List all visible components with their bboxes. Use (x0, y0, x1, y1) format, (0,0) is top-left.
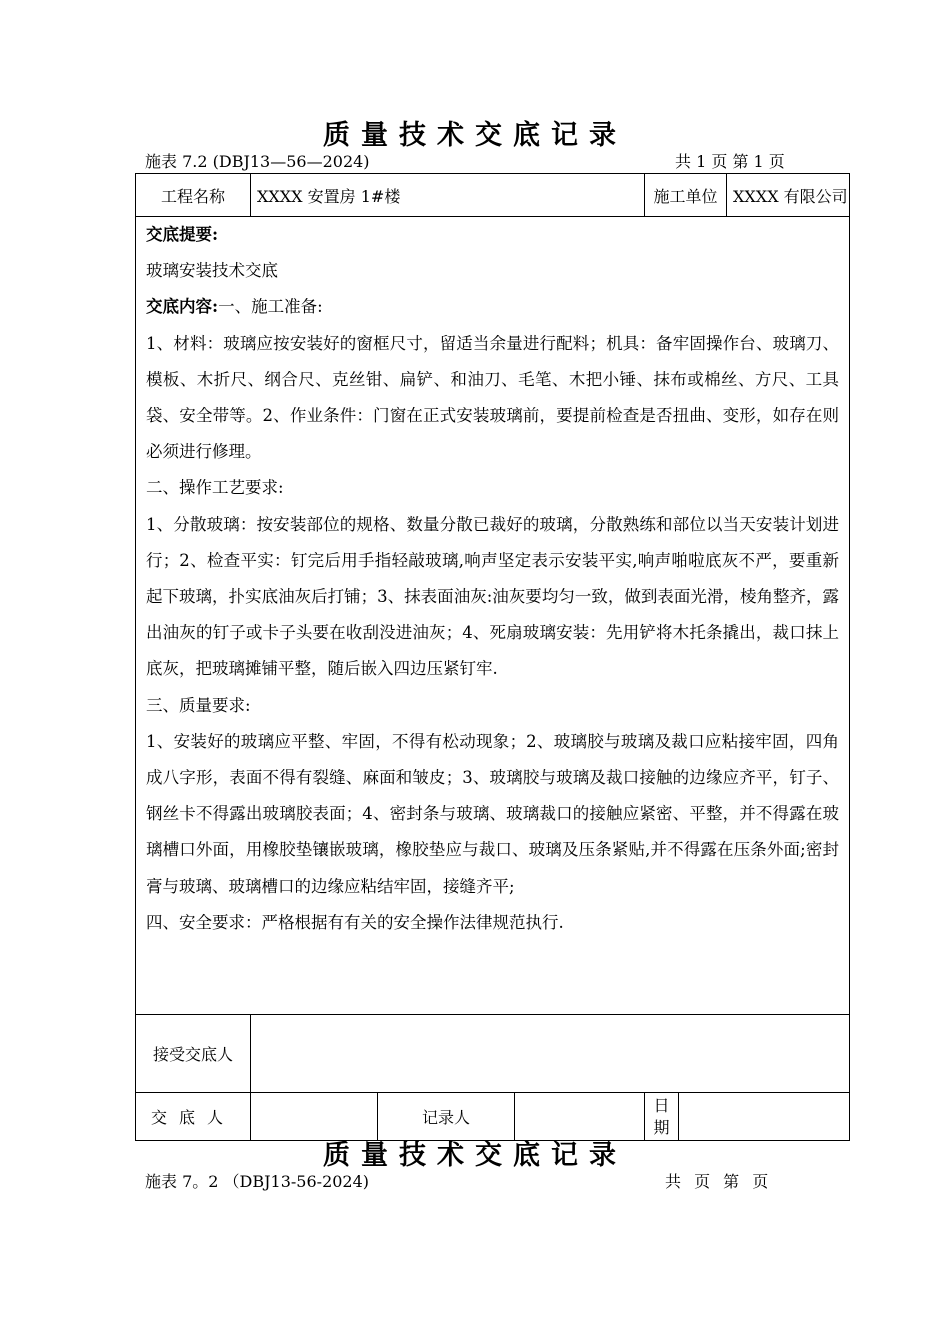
project-row (136, 174, 850, 217)
project-name-value[interactable]: XXXX 安置房 1#楼 (251, 174, 645, 217)
receiver-value[interactable] (251, 1015, 850, 1093)
content-label: 交底内容: (146, 297, 219, 317)
presenter-label: 交底人 (136, 1093, 251, 1141)
summary-text: 玻璃安装技术交底 (146, 261, 278, 281)
presenter-value[interactable] (251, 1093, 378, 1141)
disclosure-content-cell[interactable] (136, 217, 850, 1015)
summary-label: 交底提要: (146, 225, 219, 244)
recorder-label: 记录人 (378, 1093, 515, 1141)
footer-form-code: 施表 7。2 （DBJ13-56-2024) (145, 1172, 370, 1191)
section-2-title: 二、操作工艺要求: (146, 478, 284, 498)
section-4-text: 四、安全要求：严格根据有有关的安全操作法律规范执行. (146, 912, 564, 932)
footer-page-info: 共 页 第 页 (665, 1172, 769, 1191)
presenter-row (136, 1093, 850, 1141)
section-2-text: 1、分散玻璃：按安装部位的规格、数量分散已裁好的玻璃，分散熟练和部位以当天安装计划进行；2、检查平实：钉完后用手指轻敲玻璃,响声坚定表示安装平实,响声啪啦底灰不严，要重新起下玻璃，扑实底油灰后打铺；3、抹表面油灰:油灰要均匀一致，做到表面光滑，棱角整齐，露出油灰的钉子或卡子头要在收刮没进油灰；4、死扇玻璃安装：先用铲将木托条撬出，裁口抹上底灰，把玻璃摊铺平整，随后嵌入四边压紧钉牢. (146, 514, 840, 679)
content-intro (146, 289, 839, 325)
section-3-text: 1、安装好的玻璃应平整、牢固，不得有松动现象；2、玻璃胶与玻璃及裁口应粘接牢固，四角成八字形，表面不得有裂缝、麻面和皱皮；3、玻璃胶与玻璃及裁口接触的边缘应齐平，钉子、钢丝卡不得露出玻璃胶表面；4、密封条与玻璃、玻璃裁口的接触应紧密、平整，并不得露在玻璃槽口外面，用橡胶垫镶嵌玻璃，橡胶垫应与裁口、玻璃及压条紧贴,并不得露在压条外面;密封膏与玻璃、玻璃槽口的边缘应粘结牢固，接缝齐平; (146, 731, 840, 896)
content-row (136, 217, 850, 1015)
section-1-title: 一、施工准备: (218, 297, 323, 317)
date-value[interactable] (679, 1093, 850, 1141)
disclosure-content (146, 217, 839, 941)
page-info: 共 1 页 第 1 页 (675, 152, 785, 171)
date-label-cell (645, 1093, 679, 1141)
project-name-label: 工程名称 (136, 174, 251, 217)
form-code: 施表 7.2 (DBJ13—56—2024) (145, 152, 370, 171)
receiver-label: 接受交底人 (136, 1015, 251, 1093)
construction-unit-value[interactable]: XXXX 有限公司 (727, 174, 850, 217)
section-1-text: 1、材料：玻璃应按安装好的窗框尺寸，留适当余量进行配料；机具：备牢固操作台、玻璃刀、模板、木折尺、纲合尺、克丝钳、扁铲、和油刀、毛笔、木把小锤、抹布或棉丝、方尺、工具袋、安全带等。2、作业条件：门窗在正式安装玻璃前，要提前检查是否扭曲、变形，如存在则必须进行修理。 (146, 333, 840, 462)
construction-unit-label: 施工单位 (645, 174, 727, 217)
page-title: 质量技术交底记录 (323, 120, 627, 151)
section-3-title: 三、质量要求: (146, 695, 251, 715)
recorder-value[interactable] (515, 1093, 645, 1141)
disclosure-form-table (135, 173, 850, 1141)
footer-title: 质量技术交底记录 (323, 1140, 627, 1171)
receiver-row (136, 1015, 850, 1093)
date-label: 日期 (653, 1095, 670, 1137)
